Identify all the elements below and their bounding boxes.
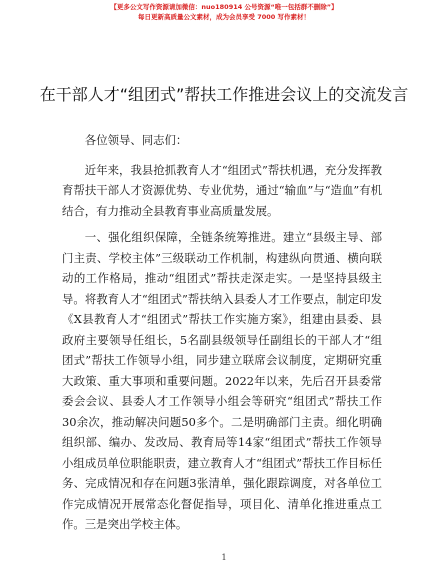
document-body	[62, 130, 382, 535]
promo-banner-line-1: 【更多公文写作资源请加微信：nuo180914 公号资源“唯一包括群不删除”】	[110, 3, 338, 11]
paragraph-section-1: 一、强化组织保障，全链条统筹推进。建立“县级主导、部门主责、学校主体”三级联动工作机制，构建纵向贯通、横向联动的工作格局，推动“组团式”帮扶走深走实。一是坚持县级主导。将教育人才“组团式”帮扶纳入县委人才工作要点，制定印发《X县教育人才“组团式”帮扶工作实施方案》，组建由县委、县政府主要领导任组长，5名副县级领导任副组长的干部人才“组团式”帮扶工作领导小组，同步建立联席会议制度，定期研究重大政策、重大事项和重要问题。2022年以来，先后召开县委常委会会议、县委人才工作领导小组会等研究“组团式”帮扶工作30余次，推动解决问题50多个。二是明确部门主责。细化明确组织部、编办、发改局、教育局等14家“组团式”帮扶工作领导小组成员单位职能职责，建立教育人才“组团式”帮扶工作目标任务、完成情况和存在问题3张清单，强化跟踪调度，对各单位工作完成情况开展常态化督促指导，项目化、清单化推进重点工作。三是突出学校主体。	[62, 230, 382, 531]
page-number: 1	[221, 553, 227, 562]
paragraph-intro: 近年来，我县抢抓教育人才“组团式”帮扶机遇，充分发挥教育帮扶干部人才资源优势、专业优势，通过“输血”与“造血”有机结合，有力推动全县教育事业高质量发展。	[62, 162, 382, 218]
promo-banner	[0, 2, 448, 22]
document-title: 在干部人才“组团式”帮扶工作推进会议上的交流发言	[39, 85, 409, 104]
promo-banner-line-2: 每日更新高质量公文素材，成为会员享受 7000 写作素材！	[137, 13, 311, 21]
salutation: 各位领导、同志们：	[84, 133, 188, 147]
